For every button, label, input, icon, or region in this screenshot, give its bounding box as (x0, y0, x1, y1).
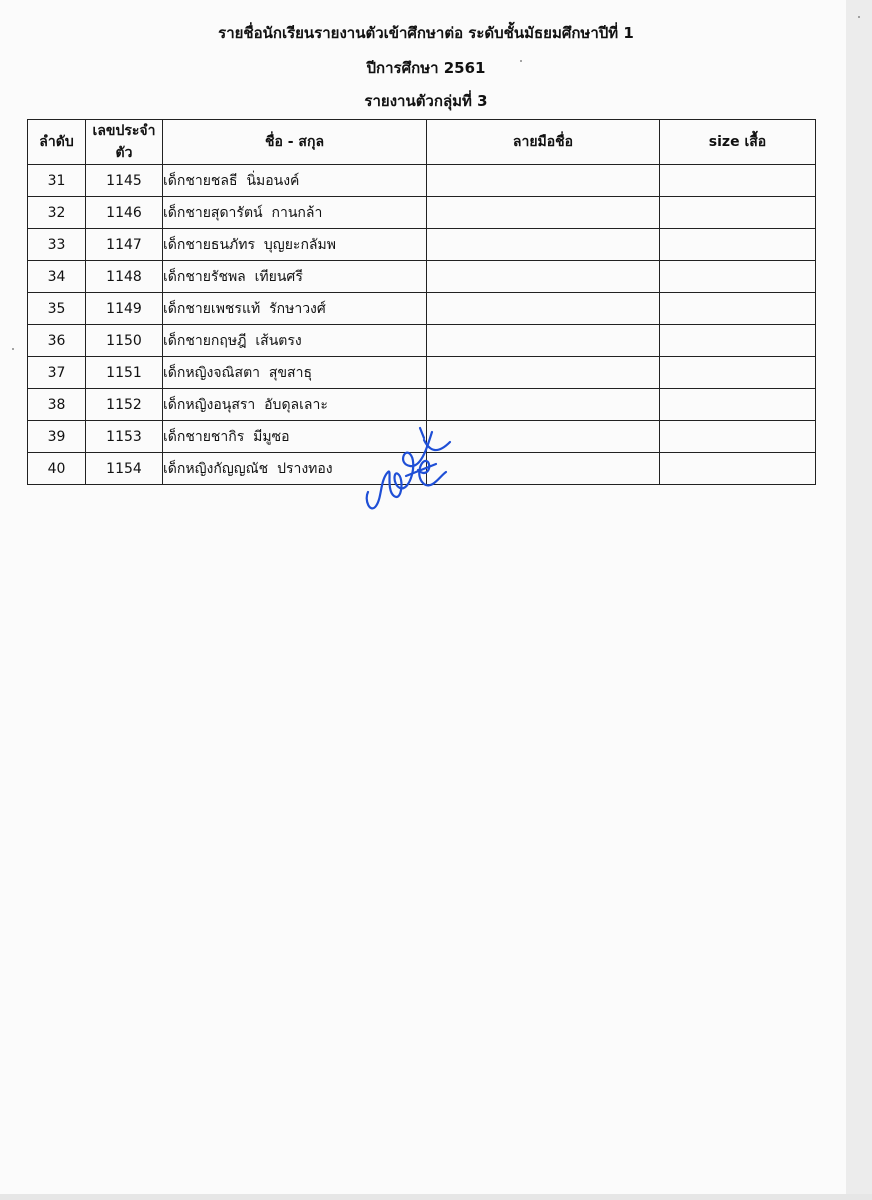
signature-cell (427, 389, 660, 421)
table-header-row (28, 120, 816, 165)
shirt-size-cell (660, 165, 816, 197)
student-name: เด็กหญิงกัญญณัช ปรางทอง (163, 453, 427, 485)
shirt-size-cell (660, 453, 816, 485)
row-number: 39 (28, 421, 86, 453)
table-row (28, 261, 816, 293)
student-name: เด็กหญิงจณิสตา สุขสาธุ (163, 357, 427, 389)
student-id: 1151 (86, 357, 163, 389)
student-id: 1150 (86, 325, 163, 357)
signature-cell (427, 293, 660, 325)
header-shirt-size: size เสื้อ (660, 120, 816, 165)
student-name: เด็กหญิงอนุสรา อับดุลเลาะ (163, 389, 427, 421)
student-id: 1145 (86, 165, 163, 197)
row-number: 40 (28, 453, 86, 485)
signature-scribble (358, 422, 458, 514)
signature-cell (427, 421, 660, 453)
row-number: 34 (28, 261, 86, 293)
signature-cell (427, 357, 660, 389)
signature-cell (427, 165, 660, 197)
shirt-size-cell (660, 325, 816, 357)
shirt-size-cell (660, 357, 816, 389)
student-name: เด็กชายสุดารัตน์ กานกล้า (163, 197, 427, 229)
scan-edge-bottom (0, 1194, 872, 1200)
scan-edge-right (846, 0, 872, 1200)
student-name: เด็กชายรัชพล เทียนศรี (163, 261, 427, 293)
student-id: 1146 (86, 197, 163, 229)
student-id: 1148 (86, 261, 163, 293)
student-name: เด็กชายกฤษฎี เส้นตรง (163, 325, 427, 357)
signature-cell (427, 197, 660, 229)
table-row (28, 197, 816, 229)
header-no: ลำดับ (28, 120, 86, 165)
shirt-size-cell (660, 293, 816, 325)
student-id: 1153 (86, 421, 163, 453)
shirt-size-cell (660, 389, 816, 421)
table-row (28, 389, 816, 421)
table-row (28, 165, 816, 197)
signature-cell (427, 453, 660, 485)
student-id: 1154 (86, 453, 163, 485)
table-row (28, 357, 816, 389)
shirt-size-cell (660, 421, 816, 453)
scan-speck (520, 60, 522, 62)
shirt-size-cell (660, 197, 816, 229)
signature-cell (427, 325, 660, 357)
student-id: 1152 (86, 389, 163, 421)
group-heading: รายงานตัวกลุ่มที่ 3 (364, 92, 488, 110)
student-name: เด็กชายชลธี นิ่มอนงค์ (163, 165, 427, 197)
student-name: เด็กชายชากิร มีมูซอ (163, 421, 427, 453)
header-name: ชื่อ - สกุล (163, 120, 427, 165)
header-student-id: เลขประจำตัว (86, 120, 163, 165)
scan-speck (12, 348, 14, 350)
scan-speck (858, 16, 860, 18)
row-number: 37 (28, 357, 86, 389)
row-number: 32 (28, 197, 86, 229)
row-number: 33 (28, 229, 86, 261)
document-title: รายชื่อนักเรียนรายงานตัวเข้าศึกษาต่อ ระดับชั้นมัธยมศึกษาปีที่ 1 (218, 24, 634, 42)
student-id: 1147 (86, 229, 163, 261)
header-signature: ลายมือชื่อ (427, 120, 660, 165)
row-number: 35 (28, 293, 86, 325)
row-number: 38 (28, 389, 86, 421)
signature-cell (427, 261, 660, 293)
academic-year: ปีการศึกษา 2561 (366, 59, 486, 77)
shirt-size-cell (660, 261, 816, 293)
student-name: เด็กชายเพชรแท้ รักษาวงศ์ (163, 293, 427, 325)
row-number: 36 (28, 325, 86, 357)
student-name: เด็กชายธนภัทร บุญยะกลัมพ (163, 229, 427, 261)
shirt-size-cell (660, 229, 816, 261)
signature-cell (427, 229, 660, 261)
row-number: 31 (28, 165, 86, 197)
table-row (28, 293, 816, 325)
table-row (28, 229, 816, 261)
table-row (28, 325, 816, 357)
student-id: 1149 (86, 293, 163, 325)
